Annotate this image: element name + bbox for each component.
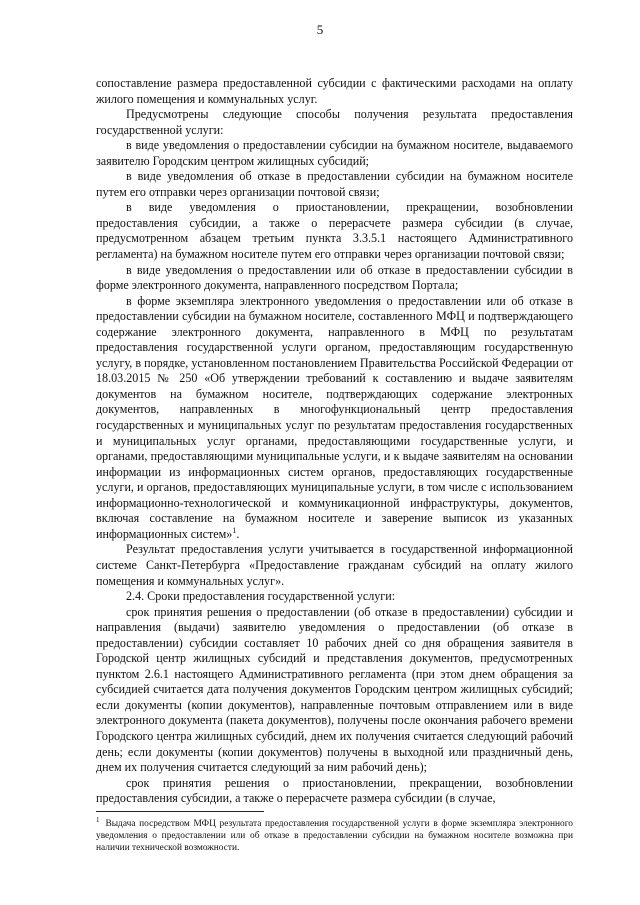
paragraph-text: в форме экземпляра электронного уведомления о предоставлении или об отказе в предоставлении субсидии на бумажном носителе, составленного МФЦ и подтверждающего содержание электронного документа, направленного в МФЦ по результатам предоставления государственной услуги органом, предоставляющим государственную услугу, в порядке, установленном постановлением Правительства Российской Федерации от 18.03.2015 № 250 «Об утверждении требований к составлению и выдаче заявителям документов на бумажном носителе, подтверждающих содержание электронных документов, направленных в многофункциональный центр предоставления государственных и муниципальных услуг по результатам предоставления государственных и муниципальных услуг органами, предоставляющими государственные услуги, и органами, предоставляющими муниципальные услуги, и к выдаче заявителям на основании информации из информационных систем органов, предоставляющих государственные услуги, и органов, предоставляющих муниципальные услуги, в том числе с использованием информационно-технологической и коммуникационной инфраструктуры, документов, включая составление на бумажном носителе и заверение выписок из указанных информационных систем» xyxy=(96,293,573,541)
paragraph: в форме экземпляра электронного уведомления о предоставлении или об отказе в предоставлении субсидии на бумажном носителе, составленного МФЦ и подтверждающего содержание электронного документа, направленного в МФЦ по результатам предоставления государственной услуги органом, предоставляющим государственную услугу, в порядке, установленном постановлением Правительства Российской Федерации от 18.03.2015 № 250 «Об утверждении требований к составлению и выдаче заявителям документов на бумажном носителе, подтверждающих содержание электронных документов, направленных в многофункциональный центр предоставления государственных и муниципальных услуг по результатам предоставления государственных и муниципальных услуг органами, предоставляющими государственные услуги, и органами, предоставляющими муниципальные услуги, и к выдаче заявителям на основании информации из информационных систем органов, предоставляющих государственные услуги, и органов, предоставляющих муниципальные услуги, в том числе с использованием информационно-технологической и коммуникационной инфраструктуры, документов, включая составление на бумажном носителе и заверение выписок из указанных информационных систем»$^1$. xyxy=(96,293,573,541)
paragraph xyxy=(96,542,573,589)
paragraph-text: в виде уведомления о предоставлении или об отказе в предоставлении субсидии в форме электронного документа, направленного посредством Портала; xyxy=(96,262,573,293)
paragraph-text: Предусмотрены следующие способы получения результата предоставления государственной услуги: xyxy=(96,107,573,137)
paragraph-text: Результат предоставления услуги учитывается в государственной информационной системе Санкт-Петербурга «Предоставление гражданам субсидий на оплату жилого помещения и коммунальных услуг». xyxy=(96,542,573,588)
paragraph xyxy=(96,200,573,262)
paragraph-text: в виде уведомления о предоставлении субсидии на бумажном носителе, выдаваемого заявителю Городским центром жилищных субсидий; xyxy=(96,138,573,168)
paragraph xyxy=(96,589,573,605)
paragraph xyxy=(96,605,573,776)
paragraph-text: сопоставление размера предоставленной субсидии с фактическими расходами на оплату жилого помещения и коммунальных услуг. xyxy=(96,76,573,106)
footnote-separator xyxy=(96,811,264,812)
footnote-text: Выдача посредством МФЦ результата предоставления государственной услуги в форме экземпляра электронного уведомления о предоставлении или об отказе в предоставлении субсидии на бумажном носителе возможна при наличии технической возможности. xyxy=(96,819,573,854)
body-text xyxy=(96,76,573,807)
paragraph xyxy=(96,169,573,200)
paragraph xyxy=(96,263,573,294)
footnote xyxy=(96,815,573,855)
paragraph-text: 2.4. Сроки предоставления государственной услуги: xyxy=(126,589,396,604)
paragraph xyxy=(96,776,573,807)
paragraph xyxy=(96,107,573,138)
paragraph-text: срок принятия решения о приостановлении, прекращении, возобновлении предоставления субсидии, а также о перерасчете размера субсидии (в случае, xyxy=(96,775,573,806)
paragraph xyxy=(96,76,573,107)
paragraph-text: в виде уведомления об отказе в предоставлении субсидии на бумажном носителе путем его отправки через организации почтовой связи; xyxy=(96,169,573,199)
paragraph-text: в виде уведомления о приостановлении, прекращении, возобновлении предоставления субсидии, а также о перерасчете размера субсидии (в случае, предусмотренном абзацем третьим пункта 3.3.5.1 настоящего Административного регламента) на бумажном носителе путем его отправки через организации почтовой связи; xyxy=(96,200,573,262)
page-number: 5 xyxy=(316,22,324,37)
paragraph-text: срок принятия решения о предоставлении (об отказе в предоставлении) субсидии и направления (выдачи) заявителю уведомления о предоставлении (об отказе в предоставлении) субсидии составляет 10 рабочих дней со дня обращения заявителя в Городской центр жилищных субсидий и представления документов, предусмотренных пунктом 2.6.1 настоящего Административного регламента (при этом днем обращения за субсидией считается дата получения документов Городским центром жилищных субсидий; если документы (копии документов), направленные почтовым отправлением или в виде электронного документа (пакета документов), получены после окончания рабочего времени Городского центра жилищных субсидий, днем их получения считается следующий рабочий день; если документы (копии документов) получены в выходной или праздничный день, днем их получения считается следующий за ним рабочий день); xyxy=(96,604,573,775)
footnote-mark: 1 xyxy=(96,815,100,824)
paragraph xyxy=(96,138,573,169)
footnote-reference: 1 xyxy=(232,525,237,535)
